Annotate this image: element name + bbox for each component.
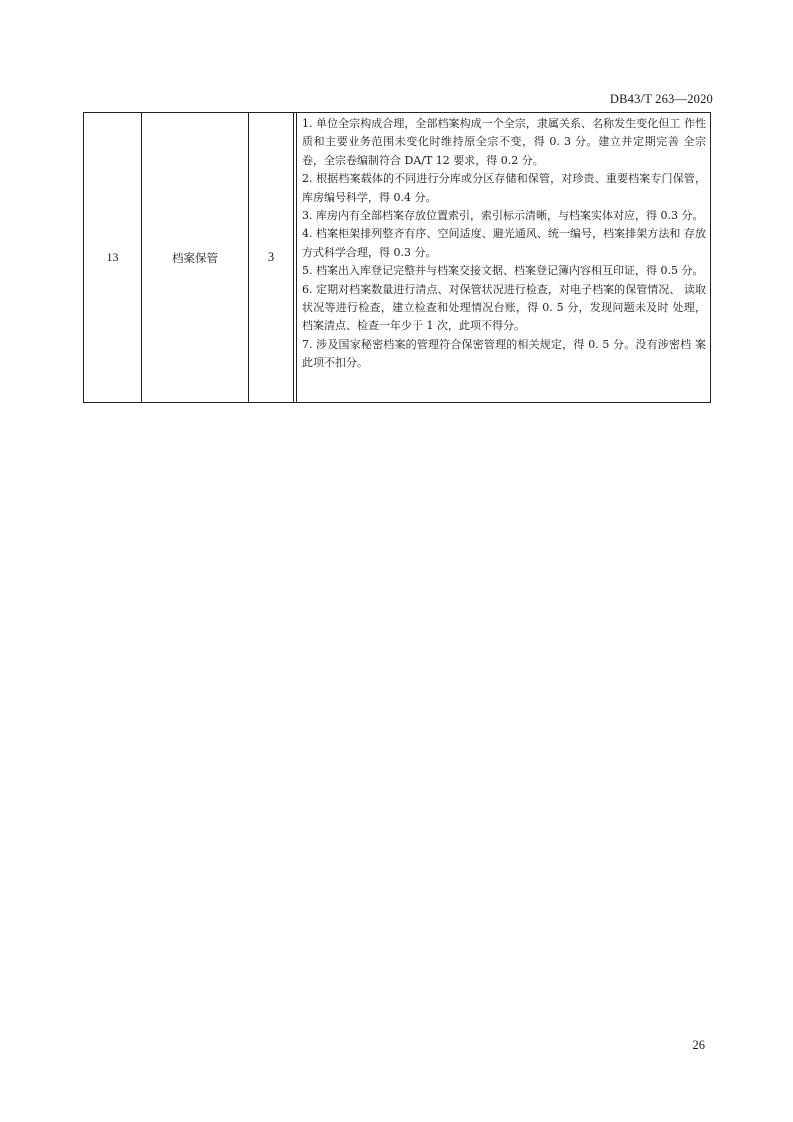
criteria-item-7: 7. 涉及国家秘密档案的管理符合保密管理的相关规定，得 0. 5 分。没有涉密档 案此项不扣分。 <box>302 337 706 370</box>
criteria-item-4: 4. 档案柜架排列整齐有序、空间适度、避光通风、统一编号，档案排架方法和 存放方式科学合理，得 0.3 分。 <box>302 227 706 259</box>
scoring-table <box>83 112 711 403</box>
page-number: 26 <box>692 1038 705 1052</box>
criteria-item-3: 3. 库房内有全部档案存放位置索引，索引标示清晰，与档案实体对应，得 0.3 分。 <box>302 209 704 223</box>
row-number: 13 <box>84 113 142 403</box>
item-score: 3 <box>249 113 294 403</box>
document-code: DB43/T 263—2020 <box>609 92 713 106</box>
criteria-item-2: 2. 根据档案载体的不同进行分库或分区存储和保管，对珍贵、重要档案专门保管，库房编号科学，得 0.4 分。 <box>302 172 706 204</box>
item-name: 档案保管 <box>142 113 249 403</box>
criteria-item-1: 1. 单位全宗构成合理，全部档案构成一个全宗，隶属关系、名称发生变化但工 作性质和主要业务范围未变化时维持原全宗不变，得 0. 3 分。建立并定期完善 全宗卷，全宗卷编制符合 DA/T 12 要求，得 0.2 分。 <box>302 117 706 167</box>
criteria-cell <box>297 113 711 403</box>
criteria-item-5: 5. 档案出入库登记完整并与档案交接文据、档案登记簿内容相互印证，得 0.5 分。 <box>302 264 704 278</box>
criteria-item-6: 6. 定期对档案数量进行清点、对保管状况进行检查，对电子档案的保管情况、 读取状况等进行检查，建立检查和处理情况台账，得 0. 5 分，发现问题未及时 处理，档案清点、检查一年少于 1 次，此项不得分。 <box>302 282 706 333</box>
table-row <box>84 113 711 403</box>
